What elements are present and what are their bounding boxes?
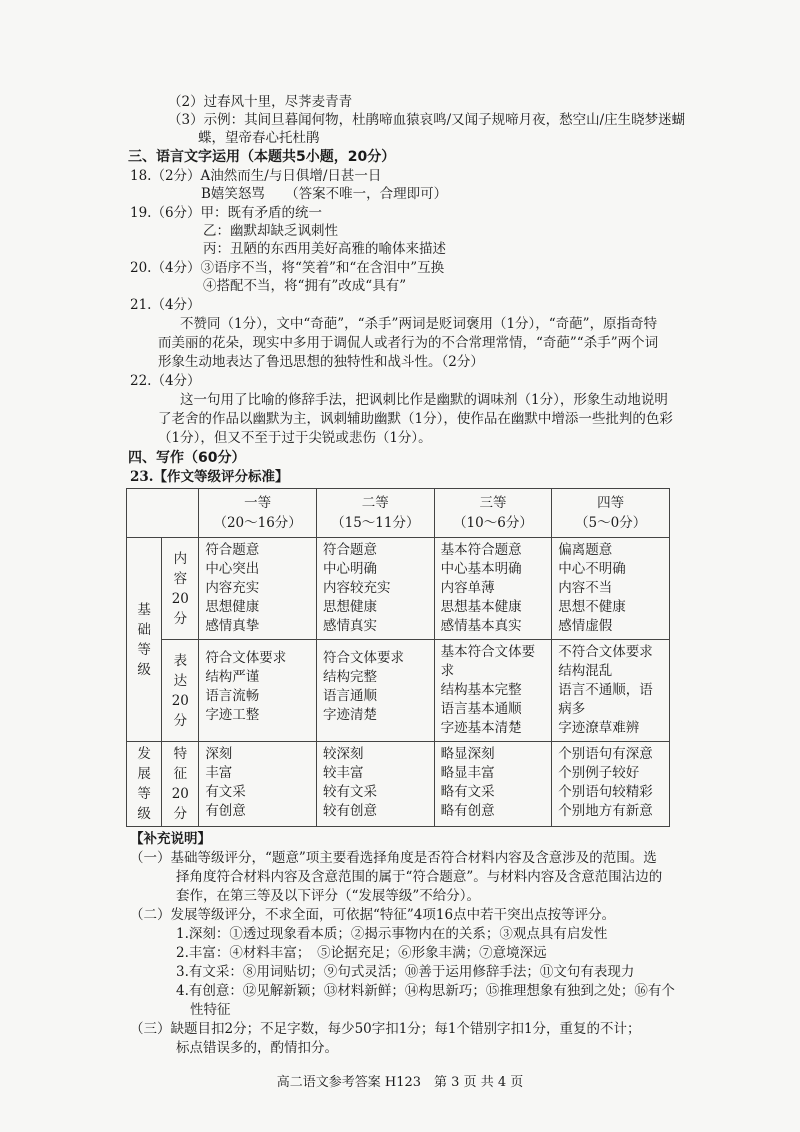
- note2-item4-line2: 性特征: [190, 1002, 231, 1018]
- q22-line3: （1分），但又不至于过于尖锐或悲伤（1分）。: [158, 430, 432, 446]
- note3-line1: （三）缺题目扣2分；不足字数，每少50字扣1分；每1个错别字扣1分，重复的不计；: [130, 1021, 641, 1037]
- notes-heading: 【补充说明】: [130, 831, 211, 847]
- q20-line1: 20.（4分）③语序不当，将“笑着”和“在含泪中”互换: [130, 260, 445, 276]
- corner-cell: [127, 489, 199, 538]
- expression-grade-2: 符合文体要求 结构完整 语言通顺 字迹清楚: [316, 640, 434, 742]
- content-label: 内 容 20 分: [162, 538, 199, 640]
- note3-line2: 标点错误多的，酌情扣分。: [176, 1040, 338, 1056]
- expression-grade-3: 基本符合文体要 求 结构基本完整 语言基本通顺 字迹基本清楚: [434, 640, 552, 742]
- q18-line1: 18.（2分）A油然而生/与日俱增/日甚一日: [130, 168, 382, 184]
- table-row-content: [127, 538, 670, 640]
- feature-label: 特 征 20 分: [162, 742, 199, 827]
- q22-head: 22.（4分）: [130, 373, 201, 389]
- development-level-label: 发 展 等 级: [127, 742, 162, 827]
- table-row-feature: [127, 742, 670, 827]
- q19-line2: 乙：幽默却缺乏讽刺性: [203, 223, 338, 239]
- q19-line1: 19.（6分）甲：既有矛盾的统一: [130, 205, 323, 221]
- note2-item4-line1: 4.有创意：⑫见解新颖；⑬材料新鲜；⑭构思新巧；⑮推理想象有独到之处；⑯有个: [176, 983, 675, 999]
- q19-line3: 丙：丑陋的东西用美好高雅的喻体来描述: [203, 241, 446, 257]
- content-grade-4: 偏离题意 中心不明确 内容不当 思想不健康 感情虚假: [552, 538, 670, 640]
- table-header-row: [127, 489, 670, 538]
- poetry-answer-2: （2）过春风十里，尽荠麦青青: [168, 94, 353, 110]
- q23-heading: 23.【作文等级评分标准】: [130, 467, 295, 487]
- q22-line2: 了老舍的作品以幽默为主，讽刺辅助幽默（1分），使作品在幽默中增添一些批判的色彩: [158, 411, 673, 427]
- note1-line1: （一）基础等级评分，“题意”项主要看选择角度是否符合材料内容及含意涉及的范围。选: [130, 850, 657, 866]
- feature-grade-4: 个别语句有深意 个别例子较好 个别语句较精彩 个别地方有新意: [552, 742, 670, 827]
- essay-grading-table: [126, 488, 670, 827]
- poetry-answer-3-line2: 蝶，望帝春心托杜鹃: [198, 130, 320, 146]
- header-grade-2: 二等 （15～11分）: [316, 489, 434, 538]
- feature-grade-3: 略显深刻 略显丰富 略有文采 略有创意: [434, 742, 552, 827]
- poetry-answer-3-line1: （3）示例：其间旦暮闻何物，杜鹃啼血猿哀鸣/又闻子规啼月夜，愁空山/庄生晓梦迷蝴: [168, 112, 686, 128]
- note1-line3: 套作，在第三等及以下评分（“发展等级”不给分）。: [176, 888, 481, 904]
- expression-grade-1: 符合文体要求 结构严谨 语言流畅 字迹工整: [199, 640, 317, 742]
- note2-item1: 1.深刻：①透过现象看本质；②揭示事物内在的关系；③观点具有启发性: [176, 926, 608, 942]
- note2-line1: （二）发展等级评分，不求全面，可依据“特征”4项16点中若干突出点按等评分。: [130, 907, 616, 923]
- q21-line2: 而美丽的花朵，现实中多用于调侃人或者行为的不合常理常情，“奇葩”“杀手”两个词: [158, 335, 659, 351]
- q20-line2: ④搭配不当，将“拥有”改成“具有”: [203, 278, 407, 294]
- table-row-expression: [127, 640, 670, 742]
- q21-line3: 形象生动地表达了鲁迅思想的独特性和战斗性。（2分）: [158, 354, 484, 370]
- expression-grade-4: 不符合文体要求 结构混乱 语言不通顺，语 病多 字迹潦草难辨: [552, 640, 670, 742]
- section3-heading: 三、语言文字运用（本题共5小题，20分）: [128, 149, 396, 165]
- content-grade-2: 符合题意 中心明确 内容较充实 思想健康 感情真实: [316, 538, 434, 640]
- section4-heading: 四、写作（60分）: [128, 448, 251, 468]
- expression-label: 表 达 20 分: [162, 640, 199, 742]
- header-grade-1: 一等 （20～16分）: [199, 489, 317, 538]
- q18-line2: B嬉笑怒骂 （答案不唯一，合理即可）: [201, 186, 448, 202]
- basic-level-label: 基 础 等 级: [127, 538, 162, 742]
- content-grade-3: 基本符合题意 中心基本明确 内容单薄 思想基本健康 感情基本真实: [434, 538, 552, 640]
- q22-line1: 这一句用了比喻的修辞手法，把讽刺比作是幽默的调味剂（1分），形象生动地说明: [180, 392, 668, 408]
- page-footer: 高二语文参考答案 H123 第 3 页 共 4 页: [276, 1075, 524, 1090]
- q21-head: 21.（4分）: [130, 297, 201, 313]
- note2-item2: 2.丰富：④材料丰富； ⑤论据充足；⑥形象丰满；⑦意境深远: [176, 945, 547, 961]
- feature-grade-1: 深刻 丰富 有文采 有创意: [199, 742, 317, 827]
- note1-line2: 择角度符合材料内容及含意范围的属于“符合题意”。与材料内容及含意范围沾边的: [176, 869, 663, 885]
- content-grade-1: 符合题意 中心突出 内容充实 思想健康 感情真挚: [199, 538, 317, 640]
- q21-line1: 不赞同（1分），文中“奇葩”，“杀手”两词是贬词褒用（1分），“奇葩”，原指奇特: [180, 316, 658, 332]
- header-grade-3: 三等 （10～6分）: [434, 489, 552, 538]
- feature-grade-2: 较深刻 较丰富 较有文采 较有创意: [316, 742, 434, 827]
- header-grade-4: 四等 （5～0分）: [552, 489, 670, 538]
- note2-item3: 3.有文采：⑧用词贴切；⑨句式灵活；⑩善于运用修辞手法；⑪文句有表现力: [176, 964, 635, 980]
